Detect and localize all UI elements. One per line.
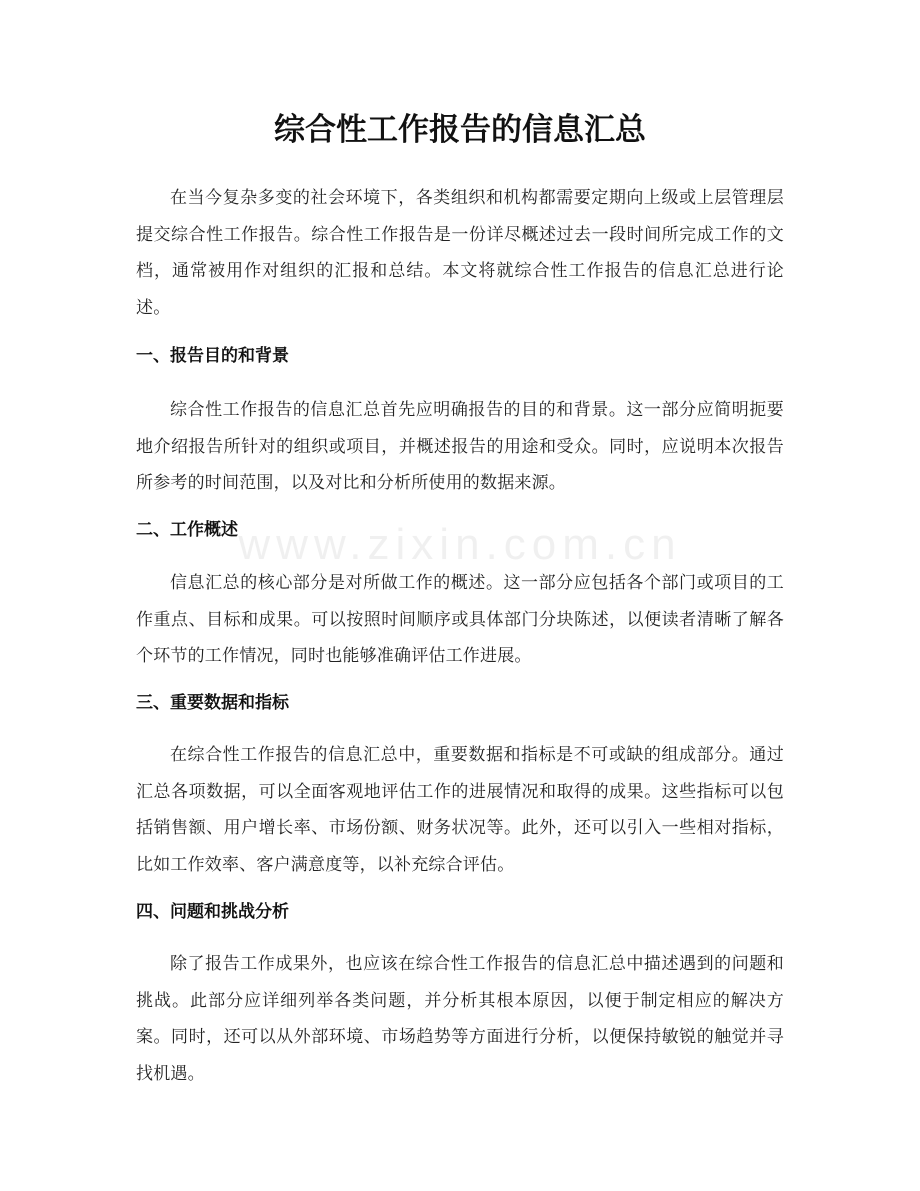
watermark: www.zixin.com.cn xyxy=(238,520,682,569)
section-body-3: 在综合性工作报告的信息汇总中，重要数据和指标是不可或缺的组成部分。通过汇总各项数据，可以全面客观地评估工作的进展情况和取得的成果。这些指标可以包括销售额、用户增长率、市场份额、财务状况等。此外，还可以引入一些相对指标，比如工作效率、客户满意度等，以补充综合评估。 xyxy=(136,745,784,875)
section-heading-4: 四、问题和挑战分析 xyxy=(136,902,289,922)
section-heading-1: 一、报告目的和背景 xyxy=(136,346,289,366)
section-heading-2: 二、工作概述 xyxy=(136,520,238,540)
section-heading-3: 三、重要数据和指标 xyxy=(136,693,289,713)
section-body-2: 信息汇总的核心部分是对所做工作的概述。这一部分应包括各个部门或项目的工作重点、目标和成果。可以按照时间顺序或具体部门分块陈述，以便读者清晰了解各个环节的工作情况，同时也能够准确评估工作进展。 xyxy=(136,573,784,666)
section-body-4: 除了报告工作成果外，也应该在综合性工作报告的信息汇总中描述遇到的问题和挑战。此部分应详细列举各类问题，并分析其根本原因，以便于制定相应的解决方案。同时，还可以从外部环境、市场趋势等方面进行分析，以便保持敏锐的触觉并寻找机遇。 xyxy=(136,954,784,1084)
document-title: 综合性工作报告的信息汇总 xyxy=(274,112,646,148)
intro-paragraph: 在当今复杂多变的社会环境下，各类组织和机构都需要定期向上级或上层管理层提交综合性工作报告。综合性工作报告是一份详尽概述过去一段时间所完成工作的文档，通常被用作对组织的汇报和总结。本文将就综合性工作报告的信息汇总进行论述。 xyxy=(136,188,784,318)
section-body-1: 综合性工作报告的信息汇总首先应明确报告的目的和背景。这一部分应简明扼要地介绍报告所针对的组织或项目，并概述报告的用途和受众。同时，应说明本次报告所参考的时间范围，以及对比和分析所使用的数据来源。 xyxy=(136,400,784,493)
